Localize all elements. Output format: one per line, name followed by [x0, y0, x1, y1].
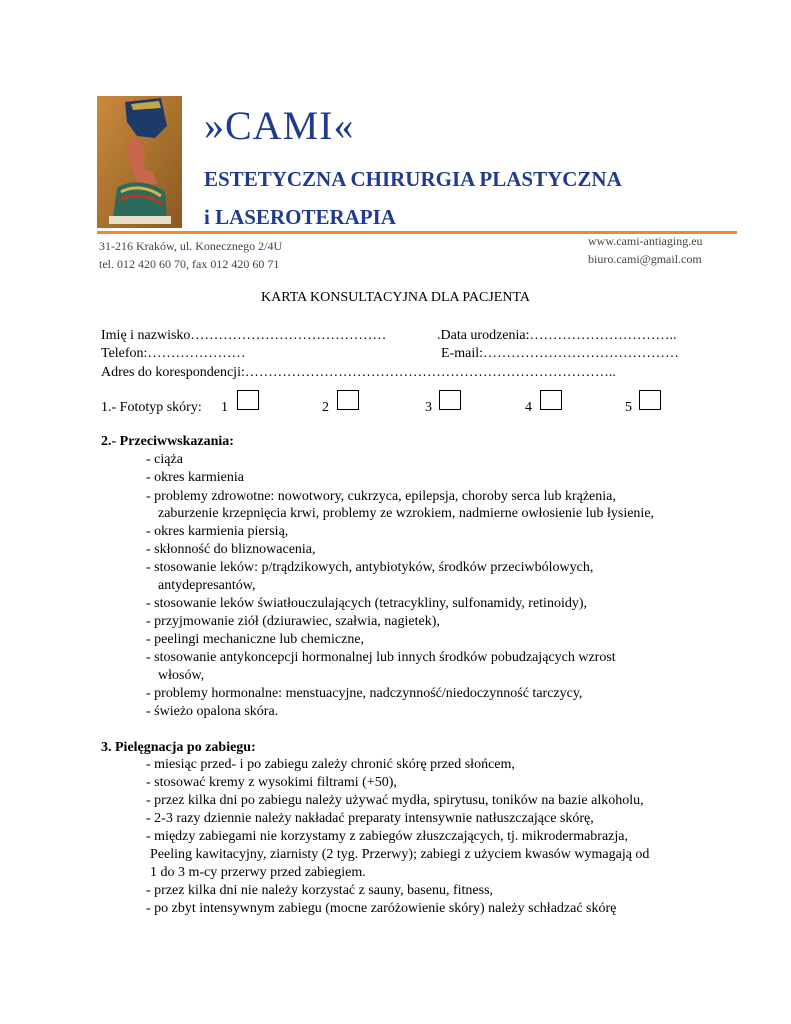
- list-item: - stosowanie antykoncepcji hormonalnej lub innych środków pobudzających wzrost: [146, 650, 616, 665]
- list-item: - skłonność do bliznowacenia,: [146, 542, 316, 557]
- list-item: 1 do 3 m-cy przerwy przed zabiegiem.: [150, 865, 366, 880]
- list-item: - problemy hormonalne: menstuacyjne, nadczynność/niedoczynność tarczycy,: [146, 686, 583, 701]
- fototyp-label: 1.- Fototyp skóry:: [101, 400, 202, 415]
- fototyp-option-3-label: 3: [425, 400, 432, 415]
- list-item: - 2-3 razy dziennie należy nakładać preparaty intensywnie natłuszczające skórę,: [146, 811, 594, 826]
- list-item: zaburzenie krzepnięcia krwi, problemy ze wzrokiem, nadmierne owłosienie lub łysienie,: [158, 506, 655, 521]
- list-item: - między zabiegami nie korzystamy z zabiegów złuszczających, tj. mikrodermabrazja,: [146, 829, 629, 844]
- fototyp-option-5-label: 5: [625, 400, 632, 415]
- fototyp-checkbox-4[interactable]: [540, 390, 562, 410]
- list-item: Peeling kawitacyjny, ziarnisty (2 tyg. Przerwy); zabiegi z użyciem kwasów wymagają od: [150, 847, 650, 862]
- list-item: - przez kilka dni nie należy korzystać z sauny, basenu, fitness,: [146, 883, 494, 898]
- nefertiti-bust-logo: [97, 96, 182, 228]
- list-item: - po zbyt intensywnym zabiegu (mocne zaróżowienie skóry) należy schładzać skórę: [146, 901, 617, 916]
- aftercare-heading: 3. Pielęgnacja po zabiegu:: [101, 740, 256, 755]
- name-field[interactable]: Imię i nazwisko……………………………………: [101, 328, 387, 343]
- fototyp-checkbox-3[interactable]: [439, 390, 461, 410]
- list-item: - świeżo opalona skóra.: [146, 704, 279, 719]
- list-item: - przyjmowanie ziół (dziurawiec, szałwia, nagietek),: [146, 614, 440, 629]
- list-item: - okres karmienia piersią,: [146, 524, 289, 539]
- fototyp-option-4-label: 4: [525, 400, 532, 415]
- list-item: - ciąża: [146, 452, 183, 467]
- fototyp-checkbox-5[interactable]: [639, 390, 661, 410]
- list-item: - stosować kremy z wysokimi filtrami (+50),: [146, 775, 397, 790]
- brand-name: »CAMI«: [204, 103, 355, 148]
- list-item: - stosowanie leków: p/trądzikowych, antybiotyków, środków przeciwbólowych,: [146, 560, 594, 575]
- fototyp-checkbox-1[interactable]: [237, 390, 259, 410]
- list-item: - miesiąc przed- i po zabiegu zależy chronić skórę przed słońcem,: [146, 757, 515, 772]
- list-item: - stosowanie leków światłouczulających (tetracykliny, sulfonamidy, retinoidy),: [146, 596, 587, 611]
- list-item: antydepresantów,: [158, 578, 256, 593]
- list-item: - peelingi mechaniczne lub chemiczne,: [146, 632, 365, 647]
- clinic-phone: tel. 012 420 60 70, fax 012 420 60 71: [99, 257, 280, 271]
- contraindications-heading: 2.- Przeciwwskazania:: [101, 434, 234, 449]
- birthdate-field[interactable]: .Data urodzenia:…………………………..: [437, 328, 677, 343]
- list-item: włosów,: [158, 668, 205, 683]
- brand-subtitle-2: i LASEROTERAPIA: [204, 205, 396, 229]
- list-item: - problemy zdrowotne: nowotwory, cukrzyca, epilepsja, choroby serca lub krążenia,: [146, 489, 616, 504]
- clinic-email: biuro.cami@gmail.com: [588, 252, 702, 266]
- form-title: KARTA KONSULTACYJNA DLA PACJENTA: [261, 290, 530, 305]
- clinic-website: www.cami-antiaging.eu: [588, 234, 703, 248]
- fototyp-checkbox-2[interactable]: [337, 390, 359, 410]
- email-field[interactable]: E-mail:……………………………………: [441, 346, 679, 361]
- brand-subtitle-1: ESTETYCZNA CHIRURGIA PLASTYCZNA: [204, 167, 622, 191]
- list-item: - okres karmienia: [146, 470, 244, 485]
- list-item: - przez kilka dni po zabiegu należy używać mydła, spirytusu, toników na bazie alkoholu,: [146, 793, 644, 808]
- clinic-contact-block: [588, 232, 703, 268]
- clinic-address-block: [99, 237, 282, 273]
- fototyp-option-1-label: 1: [221, 400, 228, 415]
- address-field[interactable]: Adres do korespondencji:……………………………………………………………………..: [101, 365, 616, 380]
- fototyp-option-2-label: 2: [322, 400, 329, 415]
- phone-field[interactable]: Telefon:…………………: [101, 346, 246, 361]
- clinic-address: 31-216 Kraków, ul. Konecznego 2/4U: [99, 239, 283, 253]
